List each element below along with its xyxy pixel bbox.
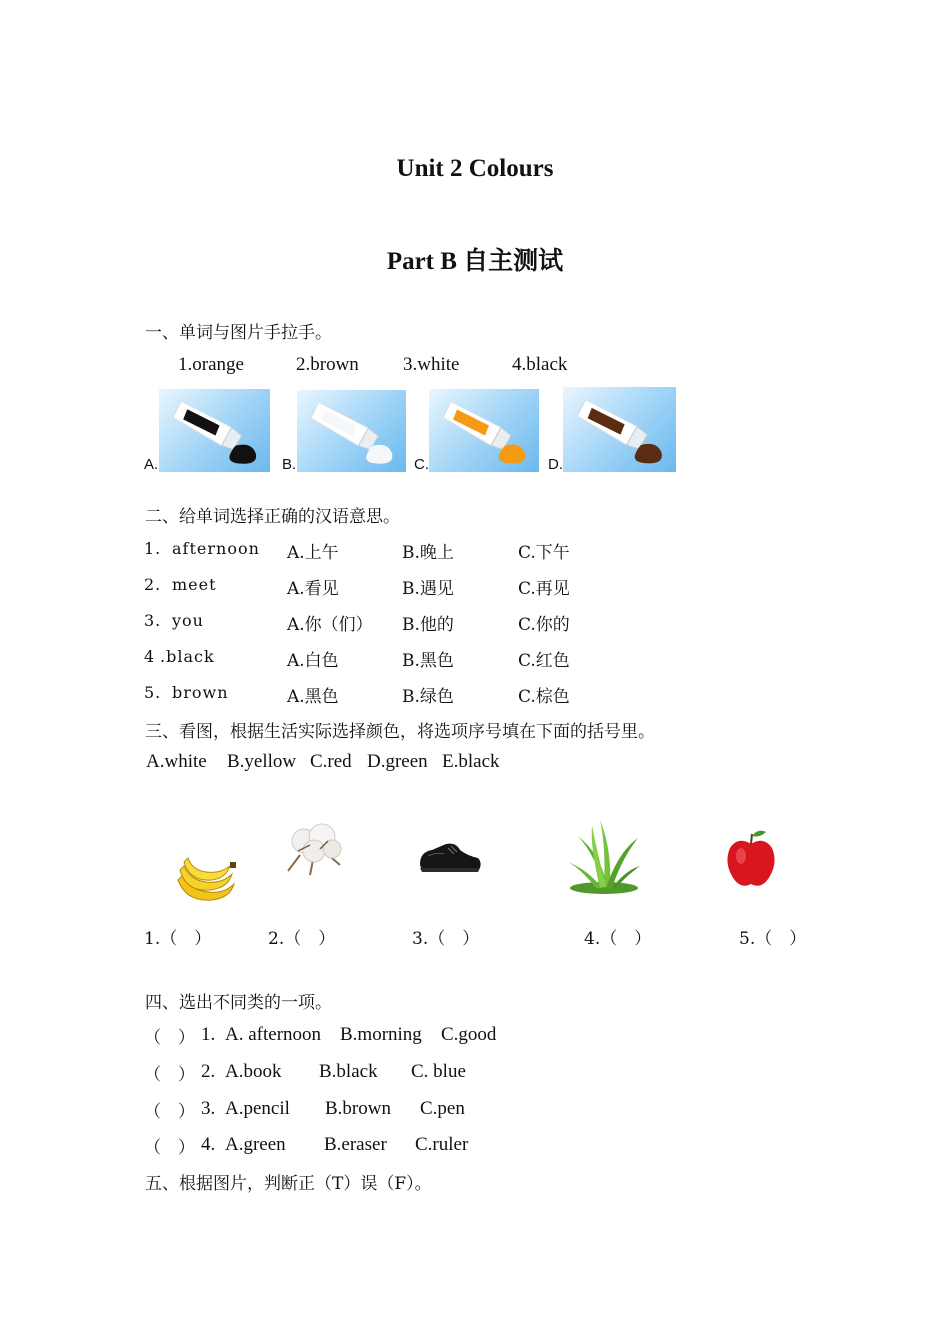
paint-tube-icon	[297, 390, 406, 472]
color-option-c: C.red	[310, 751, 352, 772]
apple-icon	[724, 828, 778, 890]
q2-row-2-option-c: C.再见	[518, 579, 570, 599]
q2-row-5-word: brown	[172, 683, 229, 702]
cotton-picture	[280, 815, 350, 877]
q2-row-2-num: 2.	[144, 575, 162, 594]
q2-row-2-option-b: B.遇见	[402, 579, 454, 599]
section3-heading: 三、看图，根据生活实际选择颜色，将选项序号填在下面的括号里。	[145, 722, 655, 742]
shoe-icon	[416, 838, 484, 878]
q4-row-2-paren[interactable]: （ ）	[144, 1065, 195, 1085]
section1-heading: 一、单词与图片手拉手。	[145, 323, 332, 343]
q2-row-3-option-b: B.他的	[402, 615, 454, 635]
q2-row-4-word: .black	[160, 647, 215, 666]
apple-picture	[724, 828, 778, 890]
q2-row-4-option-b: B.黑色	[402, 651, 454, 671]
q4-row-1-num: 1.	[201, 1024, 216, 1045]
color-option-e: E.black	[442, 751, 500, 772]
q2-row-5-option-a: A.黑色	[287, 687, 339, 707]
q2-row-2-option-a: A.看见	[287, 579, 339, 599]
q4-row-4-option-c: C.ruler	[415, 1134, 469, 1155]
paint-tube-b	[297, 390, 406, 472]
color-option-b: B.yellow	[227, 751, 297, 772]
q2-row-1-option-a: A.上午	[287, 543, 339, 563]
word-3: 3.white	[403, 354, 460, 375]
section4-heading: 四、选出不同类的一项。	[145, 993, 332, 1013]
q2-row-5-num: 5.	[144, 683, 162, 702]
q2-row-1-word: afternoon	[172, 539, 260, 558]
q4-row-2-num: 2.	[201, 1061, 216, 1082]
picture-a-label: A.	[144, 456, 159, 473]
color-option-a: A.white	[146, 751, 207, 772]
picture-answer-2[interactable]: 2.（ ）	[268, 929, 336, 949]
q4-row-1-option-c: C.good	[441, 1024, 497, 1045]
picture-answer-5[interactable]: 5.（ ）	[739, 929, 807, 949]
q4-row-4-paren[interactable]: （ ）	[144, 1138, 195, 1158]
word-4: 4.black	[512, 354, 568, 375]
banana-icon	[172, 850, 240, 908]
picture-answer-1[interactable]: 1.（ ）	[144, 929, 212, 949]
section2-heading: 二、给单词选择正确的汉语意思。	[145, 507, 400, 527]
q2-row-2-word: meet	[172, 575, 217, 594]
page-subtitle: Part B 自主测试	[386, 248, 564, 275]
banana-picture	[172, 850, 240, 908]
q4-row-3-option-a: A.pencil	[225, 1098, 290, 1119]
q4-row-4-option-a: A.green	[225, 1134, 286, 1155]
paint-tube-icon	[159, 389, 270, 472]
q2-row-3-option-c: C.你的	[518, 615, 570, 635]
q4-row-4-num: 4.	[201, 1134, 216, 1155]
picture-c-label: C.	[414, 456, 429, 473]
q2-row-4-option-c: C.红色	[518, 651, 570, 671]
q2-row-1-option-b: B.晚上	[402, 543, 454, 563]
q2-row-3-option-a: A.你（们）	[287, 615, 373, 635]
q2-row-3-word: you	[172, 611, 204, 630]
paint-tube-icon	[563, 387, 676, 472]
q4-row-3-num: 3.	[201, 1098, 216, 1119]
q4-row-2-option-c: C. blue	[411, 1061, 466, 1082]
shoe-picture	[416, 838, 484, 878]
q4-row-3-paren[interactable]: （ ）	[144, 1102, 195, 1122]
q4-row-3-option-b: B.brown	[325, 1098, 391, 1119]
page-title: Unit 2 Colours	[396, 155, 554, 182]
picture-b-label: B.	[282, 456, 297, 473]
q4-row-1-option-b: B.morning	[340, 1024, 422, 1045]
color-option-d: D.green	[367, 751, 428, 772]
section5-heading: 五、根据图片，判断正（T）误（F）。	[145, 1174, 432, 1194]
picture-answer-4[interactable]: 4.（ ）	[584, 929, 652, 949]
picture-answer-3[interactable]: 3.（ ）	[412, 929, 480, 949]
q2-row-4-num: 4	[144, 647, 156, 666]
q4-row-2-option-b: B.black	[319, 1061, 378, 1082]
q2-row-5-option-c: C.棕色	[518, 687, 570, 707]
grass-icon	[566, 816, 642, 896]
paint-tube-c	[429, 389, 539, 472]
grass-picture	[566, 816, 642, 896]
q2-row-5-option-b: B.绿色	[402, 687, 454, 707]
paint-tube-icon	[429, 389, 539, 472]
q2-row-1-num: 1.	[144, 539, 162, 558]
q4-row-1-option-a: A. afternoon	[225, 1024, 322, 1045]
q4-row-4-option-b: B.eraser	[324, 1134, 387, 1155]
cotton-icon	[280, 815, 350, 877]
q2-row-4-option-a: A.白色	[287, 651, 339, 671]
q4-row-1-paren[interactable]: （ ）	[144, 1028, 195, 1048]
word-2: 2.brown	[296, 354, 359, 375]
paint-tube-a	[159, 389, 270, 472]
paint-tube-d	[563, 387, 676, 472]
q4-row-2-option-a: A.book	[225, 1061, 282, 1082]
word-1: 1.orange	[178, 354, 244, 375]
q2-row-3-num: 3.	[144, 611, 162, 630]
picture-d-label: D.	[548, 456, 563, 473]
q4-row-3-option-c: C.pen	[420, 1098, 465, 1119]
q2-row-1-option-c: C.下午	[518, 543, 570, 563]
